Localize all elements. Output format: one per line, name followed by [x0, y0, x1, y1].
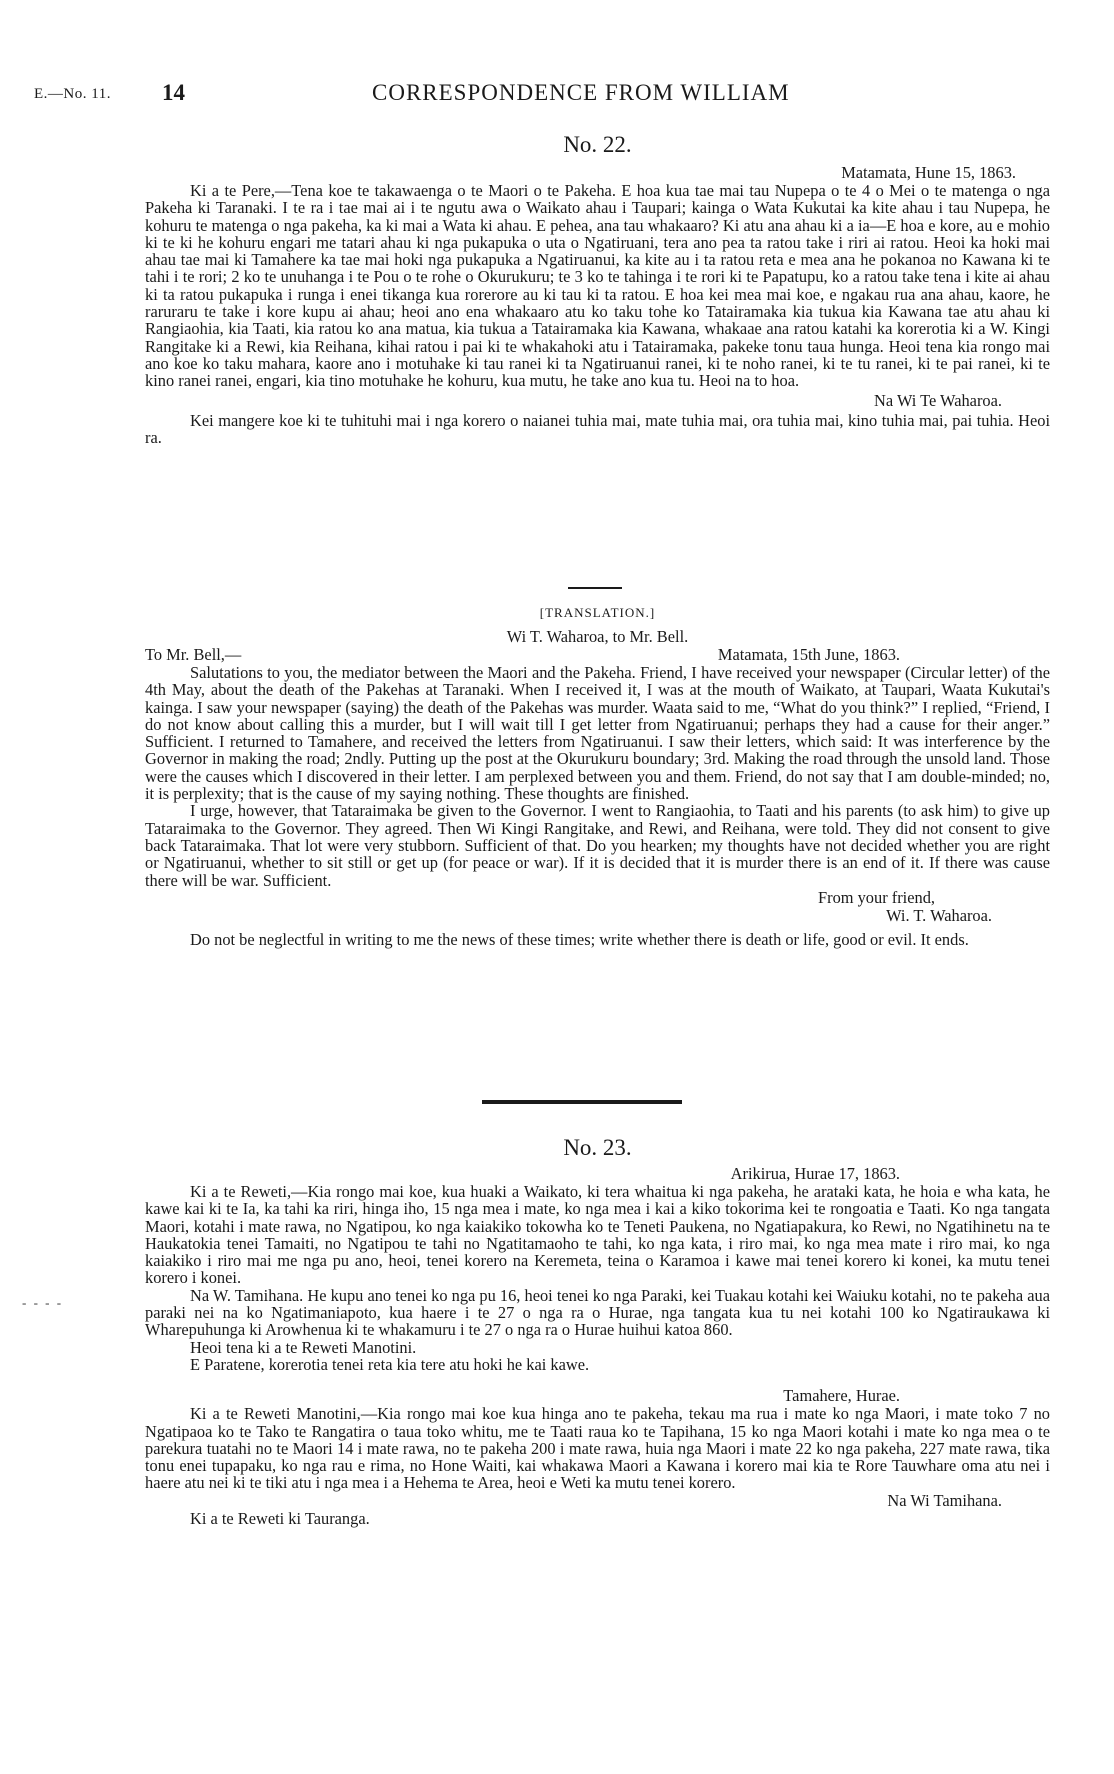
translation-heading: Wi T. Waharoa, to Mr. Bell. — [506, 627, 689, 646]
letter-paragraph-2: Na W. Tamihana. He kupu ano tenei ko nga pu 16, heoi tenei ko nga Paraki, kei Tuakau kotahi kei Waiuku kotahi, no te pakeha aua paraki nei na ko Ngatimaniapoto, kua haere i te 27 o nga ra o Hurae, nga tangata kua tu nei kotahi 100 ko Ngatiraukawa ki Wharepuhunga ki Arowhenua ki te whakamuru i te 27 o nga ra o Hurae huihui katoa 860. — [145, 1285, 1050, 1340]
section-divider — [568, 587, 622, 589]
signature: Wi. T. Waharoa. — [886, 905, 992, 925]
letter-body: Ki a te Pere,—Tena koe te takawaenga o te Maori o te Pakeha. E hoa kua tae mai tau Nupepa o te 4 o Mei o te matenga o nga Pakeha ki Taranaki. I te ra i tae mai ai i te ngutu awa o Waikato ahau i Taupari; kainga o Wata Kukutai ka kite ahau i tau Nupepa, he kohuru te matenga o nga pakeha, ka ki mai a Wata ki ahau. E pehea, ana tau whakaaro? Ki atu ana ahau ki a ia—E hoa e kore, au e mohio ki te ki he kohuru engari me tatari ahau ki nga pukapuka o uta o Ngatiruani, tera ano pea ta ratou take i riri ai ratou. Heoi ka hoki mai ahau tae mai ki Tamahere ka tae mai hoki nga pukapuka a Ngatiruanui, ka kite au i ta ratou reta e mea ana he pokanoa no Kawana ki te tahi i te rori; 2 ko te unuhanga i te Pou o te rohe o Okurukuru; te 3 ko te tahinga i te rori ki te Papatupu, ko a ratou take tena i kite ai ahau ki ta ratou pukapuka i runga i enei tikanga kua rorerore au ki tau ki ta ratou. E hoa kei mea mai koe, e ngakau rua ana ahau, kaore, he raruraru te take i kore kupu ai ahau; heoi ano ena whakaaro atu ko taku tohe ko Tatairamaka kia tukua kia Kawana tae atu ahau ki Rangiaohia, kia Taati, kia ratou ko ana matua, kia tukua a Tatairamaka kia Kawana, whakaae ana ratou katahi ka korerotia ki a W. Kingi Rangitake ki a Rewi, kia Reihana, kihai ratou i pai ki te whakahoki atu i Tatairamaka, pakeke tonu taua hunga. Heoi tena kia rongo mai ano koe ko taku mahara, kaore ano i motuhake ki tau ranei ki ta Ngatiruanui ranei, ki te noho ranei, ki te tu ranei, ki te pai ranei, ki te kino ranei ranei, engari, kia tino motuhake he kohuru, kua mutu, he take ano kua tu. Heoi na to hoa. — [145, 181, 1050, 391]
signature: Na Wi Tamihana. — [887, 1490, 1002, 1510]
translation-paragraph-1: Salutations to you, the mediator between the Maori and the Pakeha. Friend, I have received your newspaper (Circular letter) of the 4th May, about the death of the Pakehas at Taranaki. When I received it, I was at the mouth of Waikato, at Taupari, Waata Kukutai's kainga. I saw your newspaper (saying) the death of the Pakehas was murder. Waata said to me, “What do you think?” I replied, “Friend, I do not know about calling this a murder, but I will wait till I get letter from Ngatiruanui; perhaps they had a cause for their anger.” Sufficient. I returned to Tamahere, and received the letters from Ngatiruanui. I saw their letters, which said: It was interference by the Governor in making the road; 2ndly. Putting up the post at the Okurukuru boundary; 3rd. Making the road through the unsold land. Those were the causes which I discovered in their letter. I am perplexed between you and them. Friend, do not say that I am double-minded; no, it is perplexity; that is the cause of my saying nothing. These thoughts are finished. — [145, 663, 1050, 804]
letter-line-3: Heoi tena ki a te Reweti Manotini. — [190, 1337, 417, 1357]
dateline: Arikirua, Hurae 17, 1863. — [730, 1164, 900, 1183]
signature: Na Wi Te Waharoa. — [874, 390, 1002, 410]
letter-22 — [145, 132, 1050, 446]
letter-line-4: E Paratene, korerotia tenei reta kia tere atu hoki he kai kawe. — [190, 1354, 590, 1374]
letter-paragraph-5: Ki a te Reweti Manotini,—Kia rongo mai koe kua hinga ano te pakeha, tekau ma rua i mate ko nga Maori, i mate toko 7 no Ngatipaoa ko te Tako te Rangatira o taua toko whitu, me te Taati raua ko te Tapihana, 15 ko nga Maori kotahi i mate ko nga mea o te parekura tuatahi no te Maori 14 i mate rawa, no te pakeha 200 i mate rawa, huia nga Maori i mate 22 ko nga pakeha, 227 mate rawa, tika tonu enei tupapaku, ko nga rau e rima, no Hone Waiti, kai whakawa Maori a Kawana i korero mai kia te Rore Tauwhare oma atu nei i haere atu nei ki te tiki atu i nga mea i a Hehema te Area, heoi e Weti ka mutu tenei korero. — [145, 1404, 1050, 1493]
letter-number: No. 23. — [563, 1135, 632, 1160]
page-header — [34, 80, 1044, 110]
page-number: 14 — [162, 80, 185, 105]
dateline: Matamata, Hune 15, 1863. — [841, 163, 1016, 182]
postscript: Kei mangere koe ki te tuhituhi mai i nga korero o naianei tuhia mai, mate tuhia mai, ora tuhia mai, kino tuhia mai, pai tuhia. Heoi ra. — [145, 410, 1050, 447]
dateline-2: Tamahere, Hurae. — [783, 1386, 900, 1406]
letter-23 — [145, 1135, 1050, 1527]
dateline: Matamata, 15th June, 1863. — [717, 645, 900, 664]
translation-paragraph-2: I urge, however, that Tataraimaka be given to the Governor. I went to Rangiaohia, to Taati and his parents (to ask him) to give up Tataraimaka to the Governor. They agreed. Then Wi Kingi Rangitake, and Rewi, and Reihana, were told. They did not consent to give back Tataraimaka. That lot were very stubborn. Sufficient of that. Do you hearken; my thoughts have not decided whether you are right or Ngatiruanui, whether to sit still or get up (for peace or war). If it is decided that it is murder there is an end of it. If there was cause there will be war. Sufficient. — [145, 801, 1050, 890]
letter-number: No. 22. — [563, 132, 632, 157]
translation-label: [TRANSLATION.] — [539, 605, 656, 620]
closing: From your friend, — [818, 887, 935, 907]
running-title: CORRESPONDENCE FROM WILLIAM — [372, 80, 790, 105]
salutation: To Mr. Bell,— — [145, 645, 242, 664]
postscript: Do not be neglectful in writing to me the news of these times; write whether there is death or life, good or evil. It ends. — [190, 929, 969, 949]
letter-body: Ki a te Reweti,—Kia rongo mai koe, kua huaki a Waikato, ki tera whaitua ki nga pakeha, he arataki kata, he hoia e wha kata, he kawe kai ki te Ia, ka tahi ka riri, hinga iho, 15 nga mea i mate, ko nga mea i kai a kiko tokorima kei te rongoatia e Taati. Ko nga tangata Maori, kotahi i mate rawa, no Ngatipou, ko nga kaiakiko tokowha ko te Teneti Paukena, no Ngatiapakura, ko Rewi, no Ngatihinetu na te Haukatokia tenei Tamaiti, no Ngatipou te tahi no Ngatitamaoho te tahi, ko nga kata, i riro mai, ko nga mea mate i riro mai, ko nga kaiakiko i riro mai me nga pu ano, heoi, tenei korero na Keremeta, teina o Karamoa i kawe mai tenei korero ki konei, ka mutu tenei korero i konei. — [145, 1182, 1050, 1288]
margin-mark: - - - - — [22, 1295, 64, 1310]
translation — [145, 604, 1050, 948]
closing-line: Ki a te Reweti ki Tauranga. — [190, 1508, 370, 1528]
section-divider-thick — [482, 1100, 682, 1104]
document-reference: E.—No. 11. — [34, 86, 111, 102]
salutation-line — [145, 646, 1050, 664]
